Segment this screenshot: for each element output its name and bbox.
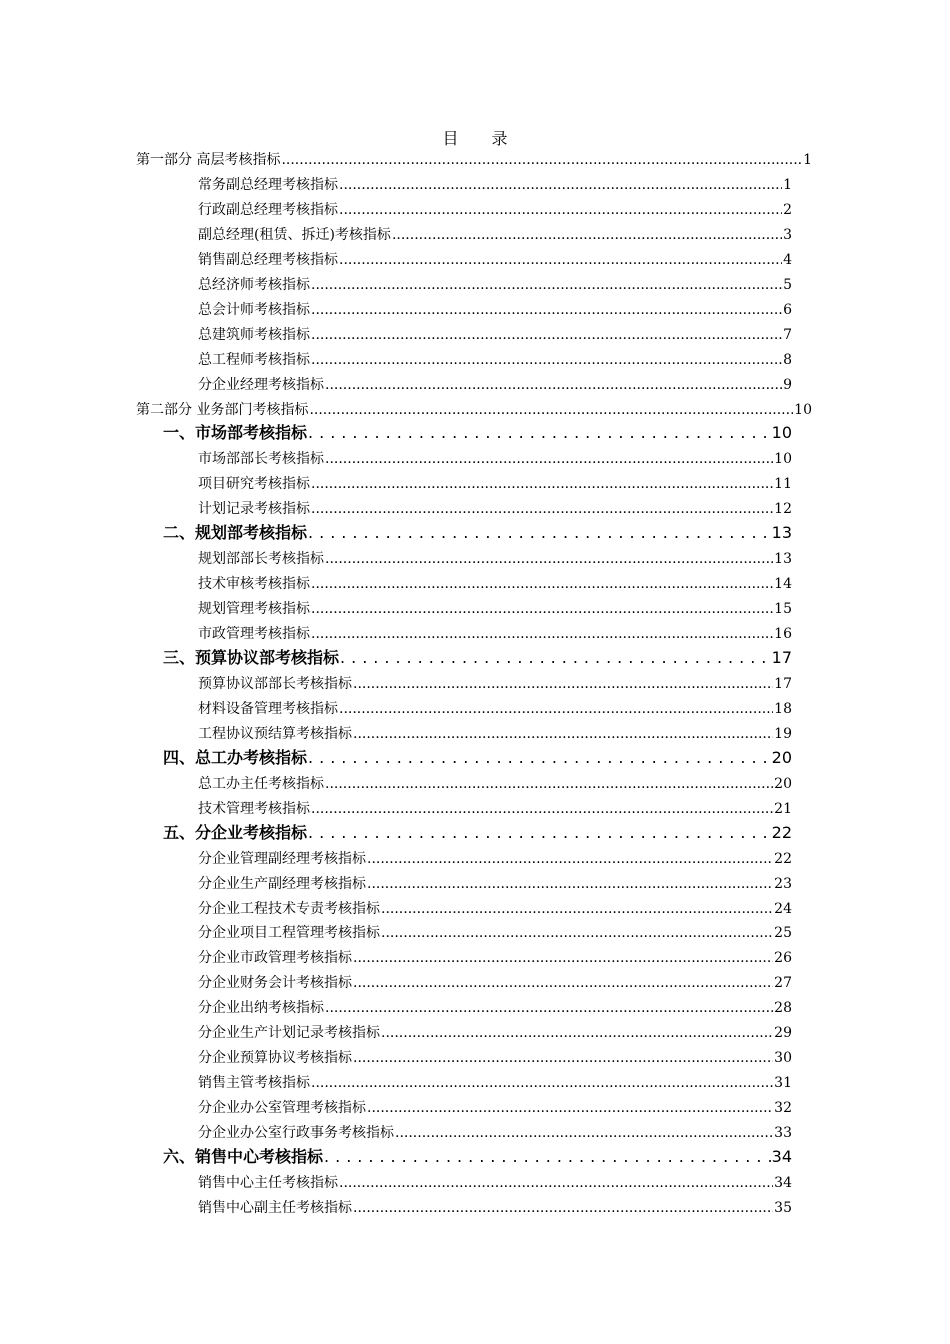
toc-dot-leader <box>311 323 782 347</box>
toc-entry[interactable] <box>198 1121 792 1145</box>
toc-entry[interactable] <box>163 1144 792 1170</box>
toc-dot-leader <box>281 148 802 172</box>
toc-entry-label: 总工办主任考核指标 <box>198 775 324 792</box>
toc-entry[interactable] <box>136 398 812 422</box>
toc-entry-label: 分企业生产副经理考核指标 <box>198 875 366 892</box>
toc-entry-page-number: 22 <box>771 822 792 842</box>
toc-entry-label: 第二部分 业务部门考核指标 <box>136 401 309 418</box>
toc-entry-label: 分企业工程技术专责考核指标 <box>198 900 380 917</box>
toc-entry[interactable] <box>198 847 792 871</box>
toc-entry-page-number: 11 <box>774 476 792 493</box>
toc-dot-leader <box>311 348 782 372</box>
toc-dot-leader <box>367 847 773 871</box>
toc-entry-label: 分企业生产计划记录考核指标 <box>198 1025 380 1042</box>
toc-entry[interactable] <box>198 971 792 995</box>
toc-entry-page-number: 35 <box>774 1199 792 1216</box>
toc-entry-page-number: 23 <box>774 875 792 892</box>
toc-entry-label: 行政副总经理考核指标 <box>198 201 338 218</box>
toc-entry-label: 技术管理考核指标 <box>198 800 310 817</box>
toc-entry-label: 一、市场部考核指标 <box>163 423 308 443</box>
toc-entry-label: 技术审核考核指标 <box>198 576 310 593</box>
toc-entry[interactable] <box>163 745 792 771</box>
toc-entry-label: 三、预算协议部考核指标 <box>163 648 340 667</box>
toc-entry-page-number: 15 <box>774 601 792 618</box>
toc-entry-label: 分企业项目工程管理考核指标 <box>198 925 380 942</box>
toc-dot-leader <box>311 572 773 596</box>
toc-entry[interactable] <box>198 348 792 372</box>
toc-entry-label: 销售主管考核指标 <box>198 1075 310 1092</box>
toc-entry-page-number: 6 <box>783 301 792 318</box>
toc-dot-leader <box>311 797 773 821</box>
toc-entry-page-number: 1 <box>783 176 792 193</box>
toc-entry-page-number: 17 <box>771 648 792 667</box>
toc-dot-leader <box>325 772 773 796</box>
toc-entry[interactable] <box>198 1196 792 1220</box>
toc-entry[interactable] <box>198 173 792 197</box>
toc-entry-label: 材料设备管理考核指标 <box>198 700 338 717</box>
toc-entry-page-number: 9 <box>783 376 792 393</box>
toc-entry[interactable] <box>198 298 792 322</box>
toc-dot-leader <box>324 1144 771 1170</box>
toc-entry-label: 规划管理考核指标 <box>198 601 310 618</box>
toc-dot-leader <box>353 946 773 970</box>
toc-entry-page-number: 17 <box>774 675 792 692</box>
toc-dot-leader <box>367 1096 773 1120</box>
toc-entry[interactable] <box>198 946 792 970</box>
toc-entry-label: 总经济师考核指标 <box>198 276 310 293</box>
toc-entry-label: 总建筑师考核指标 <box>198 326 310 343</box>
toc-dot-leader <box>308 420 771 446</box>
toc-dot-leader <box>311 497 773 521</box>
toc-entry[interactable] <box>198 323 792 347</box>
toc-entry[interactable] <box>198 373 792 397</box>
toc-entry-page-number: 3 <box>783 226 792 243</box>
toc-dot-leader <box>309 398 793 422</box>
toc-entry[interactable] <box>198 996 792 1020</box>
toc-entry-label: 分企业办公室管理考核指标 <box>198 1100 366 1117</box>
toc-entry-label: 项目研究考核指标 <box>198 476 310 493</box>
toc-entry-page-number: 29 <box>774 1025 792 1042</box>
toc-entry-label: 五、分企业考核指标 <box>163 822 308 842</box>
toc-dot-leader <box>392 223 782 247</box>
toc-entry-label: 常务副总经理考核指标 <box>198 176 338 193</box>
toc-dot-leader <box>339 697 773 721</box>
toc-entry-page-number: 28 <box>774 1000 792 1017</box>
toc-entry[interactable] <box>198 447 792 471</box>
toc-entry-page-number: 31 <box>774 1075 792 1092</box>
toc-entry-page-number: 30 <box>774 1050 792 1067</box>
toc-entry[interactable] <box>163 645 792 671</box>
toc-entry-page-number: 4 <box>783 251 792 268</box>
toc-entry-page-number: 32 <box>774 1100 792 1117</box>
toc-dot-leader <box>308 820 771 846</box>
toc-entry[interactable] <box>136 148 812 172</box>
toc-dot-leader <box>308 520 771 546</box>
toc-entry-page-number: 33 <box>774 1125 792 1142</box>
toc-entry-label: 分企业出纳考核指标 <box>198 1000 324 1017</box>
toc-entry-page-number: 24 <box>774 900 792 917</box>
toc-dot-leader <box>381 897 773 921</box>
toc-entry[interactable] <box>163 420 792 446</box>
toc-entry-label: 市场部部长考核指标 <box>198 451 324 468</box>
toc-dot-leader <box>353 1046 773 1070</box>
toc-entry-page-number: 14 <box>774 576 792 593</box>
toc-entry-page-number: 27 <box>774 975 792 992</box>
toc-dot-leader <box>353 971 773 995</box>
toc-entry[interactable] <box>198 547 792 571</box>
toc-dot-leader <box>325 996 773 1020</box>
toc-entry-label: 第一部分 高层考核指标 <box>136 152 281 168</box>
toc-entry-label: 分企业预算协议考核指标 <box>198 1050 352 1067</box>
toc-entry-label: 分企业办公室行政事务考核指标 <box>198 1125 394 1142</box>
toc-dot-leader <box>353 672 773 696</box>
toc-dot-leader <box>311 273 782 297</box>
toc-entry[interactable] <box>163 520 792 546</box>
toc-entry-page-number: 1 <box>803 152 812 168</box>
toc-entry[interactable] <box>198 872 792 896</box>
toc-entry-page-number: 7 <box>783 326 792 343</box>
toc-dot-leader <box>339 248 782 272</box>
toc-entry[interactable] <box>198 1021 792 1045</box>
toc-entry-page-number: 10 <box>774 451 792 468</box>
toc-dot-leader <box>311 298 782 322</box>
toc-dot-leader <box>367 872 773 896</box>
toc-entry-page-number: 8 <box>783 351 792 368</box>
toc-entry[interactable] <box>198 497 792 521</box>
toc-dot-leader <box>311 1071 773 1095</box>
toc-entry[interactable] <box>198 223 792 247</box>
toc-entry-page-number: 16 <box>774 626 792 643</box>
toc-entry-page-number: 10 <box>794 401 812 418</box>
toc-dot-leader <box>325 373 782 397</box>
toc-entry[interactable] <box>198 273 792 297</box>
toc-entry[interactable] <box>198 1171 792 1195</box>
toc-dot-leader <box>339 1171 773 1195</box>
toc-entry[interactable] <box>198 797 792 821</box>
toc-entry-label: 总会计师考核指标 <box>198 301 310 318</box>
toc-entry-label: 总工程师考核指标 <box>198 351 310 368</box>
toc-dot-leader <box>339 198 782 222</box>
toc-dot-leader <box>325 447 773 471</box>
toc-entry-page-number: 20 <box>771 747 792 767</box>
toc-entry-page-number: 20 <box>774 775 792 792</box>
toc-entry-label: 分企业财务会计考核指标 <box>198 975 352 992</box>
toc-entry-label: 销售副总经理考核指标 <box>198 251 338 268</box>
toc-entry[interactable] <box>198 248 792 272</box>
toc-dot-leader <box>353 722 773 746</box>
toc-entry-label: 市政管理考核指标 <box>198 626 310 643</box>
toc-entry[interactable] <box>198 697 792 721</box>
toc-dot-leader <box>308 745 771 771</box>
toc-entry-label: 预算协议部部长考核指标 <box>198 675 352 692</box>
toc-dot-leader <box>339 173 782 197</box>
toc-entry[interactable] <box>198 1046 792 1070</box>
toc-entry-page-number: 2 <box>783 201 792 218</box>
toc-entry-page-number: 26 <box>774 950 792 967</box>
toc-entry-label: 计划记录考核指标 <box>198 501 310 518</box>
toc-entry[interactable] <box>198 198 792 222</box>
toc-entry-label: 分企业经理考核指标 <box>198 376 324 393</box>
toc-entry[interactable] <box>198 722 792 746</box>
toc-dot-leader <box>381 921 773 945</box>
toc-entry-page-number: 22 <box>774 850 792 867</box>
toc-entry[interactable] <box>198 1096 792 1120</box>
toc-entry-label: 分企业管理副经理考核指标 <box>198 850 366 867</box>
toc-entry[interactable] <box>198 622 792 646</box>
toc-entry-label: 副总经理(租赁、拆迁)考核指标 <box>198 226 391 243</box>
toc-entry-label: 四、总工办考核指标 <box>163 747 308 767</box>
toc-entry[interactable] <box>163 820 792 846</box>
toc-entry-page-number: 10 <box>771 423 792 443</box>
toc-entry-page-number: 5 <box>783 276 792 293</box>
toc-entry[interactable] <box>198 472 792 496</box>
toc-entry-label: 分企业市政管理考核指标 <box>198 950 352 967</box>
toc-dot-leader <box>381 1021 773 1045</box>
toc-entry[interactable] <box>198 572 792 596</box>
toc-entry-label: 工程协议预结算考核指标 <box>198 725 352 742</box>
toc-entry[interactable] <box>198 672 792 696</box>
toc-entry-label: 销售中心副主任考核指标 <box>198 1199 352 1216</box>
toc-entry-page-number: 18 <box>774 700 792 717</box>
toc-entry-label: 六、销售中心考核指标 <box>163 1147 324 1166</box>
toc-entry-label: 销售中心主任考核指标 <box>198 1174 338 1191</box>
toc-entry-page-number: 34 <box>771 1147 792 1166</box>
toc-dot-leader <box>325 547 773 571</box>
toc-entry-page-number: 12 <box>774 501 792 518</box>
toc-entry-page-number: 13 <box>774 551 792 568</box>
toc-entry-page-number: 34 <box>774 1174 792 1191</box>
toc-entry-page-number: 25 <box>774 925 792 942</box>
toc-entry-page-number: 21 <box>774 800 792 817</box>
toc-dot-leader <box>311 597 773 621</box>
toc-title: 目 录 <box>442 129 522 148</box>
toc-entry-label: 规划部部长考核指标 <box>198 551 324 568</box>
toc-dot-leader <box>311 622 773 646</box>
toc-entry-page-number: 13 <box>771 523 792 543</box>
toc-entry-label: 二、规划部考核指标 <box>163 523 308 543</box>
toc-dot-leader <box>395 1121 773 1145</box>
toc-dot-leader <box>353 1196 773 1220</box>
toc-entry[interactable] <box>198 897 792 921</box>
toc-entry[interactable] <box>198 597 792 621</box>
toc-entry[interactable] <box>198 921 792 945</box>
toc-dot-leader <box>311 472 773 496</box>
toc-entry[interactable] <box>198 772 792 796</box>
toc-entry-page-number: 19 <box>774 725 792 742</box>
toc-entry[interactable] <box>198 1071 792 1095</box>
toc-dot-leader <box>340 645 771 671</box>
